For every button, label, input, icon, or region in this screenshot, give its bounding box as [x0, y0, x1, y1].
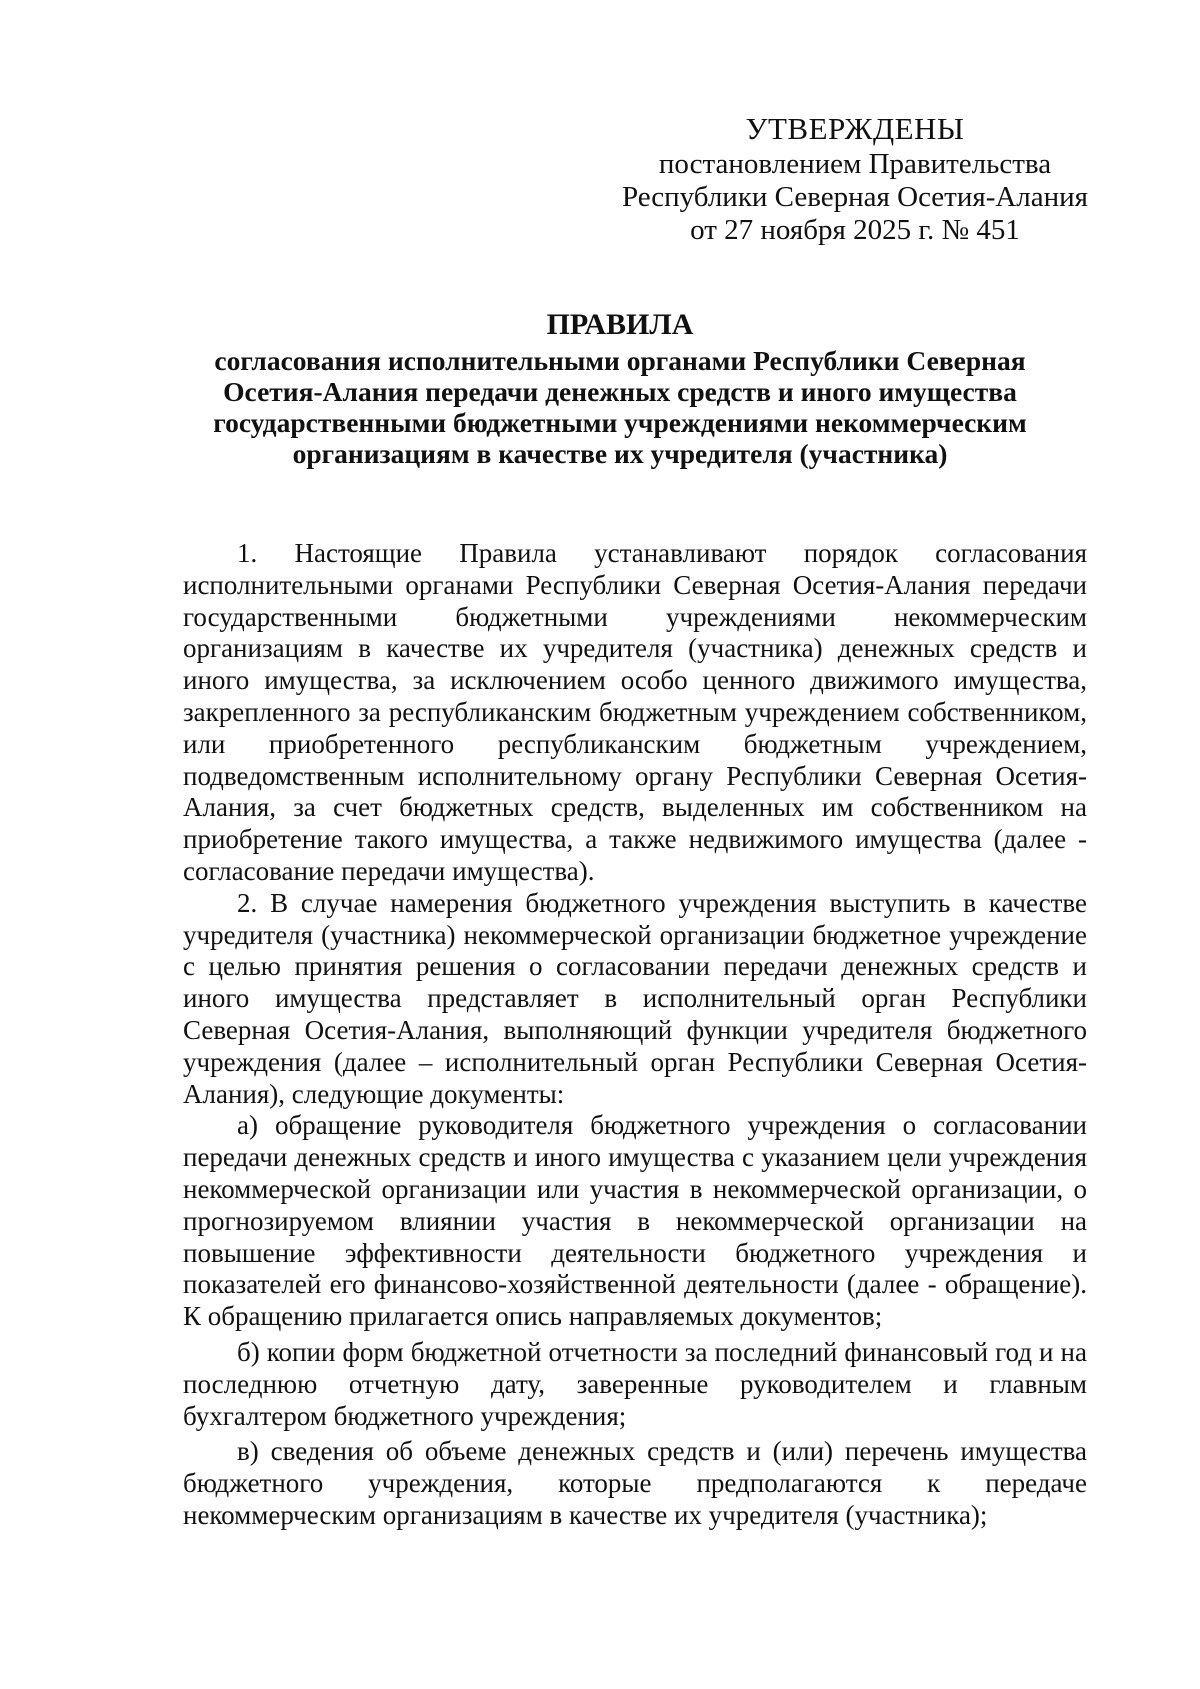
paragraph-2: 2. В случае намерения бюджетного учреждения выступить в качестве учредителя (участника) некоммерческой организации бюджетное учреждение с целью принятия решения о согласовании передачи денежных средств и иного имущества представляет в исполнительный орган Республики Северная Осетия-Алания, выполняющий функции учредителя бюджетного учреждения (далее – исполнительный орган Республики Северная Осетия-Алания), следующие документы: — [183, 887, 1087, 1109]
approval-line-2: Республики Северная Осетия-Алания — [621, 181, 1089, 213]
document-title: ПРАВИЛА — [546, 308, 694, 341]
paragraph-2b: б) копии форм бюджетной отчетности за последний финансовый год и на последнюю отчетную дату, заверенные руководителем и главным бухгалтером бюджетного учреждения; — [183, 1336, 1087, 1431]
paragraph-2a: а) обращение руководителя бюджетного учреждения о согласовании передачи денежных средств и иного имущества с указанием цели учреждения некоммерческой организации или участия в некоммерческой организации, о прогнозируемом влиянии участия в некоммерческой организации на повышение эффективности деятельности бюджетного учреждения и показателей его финансово-хозяйственной деятельности (далее - обращение). К обращению прилагается опись направляемых документов; — [183, 1110, 1087, 1332]
document-body — [183, 538, 1087, 1532]
paragraph-2v: в) сведения об объеме денежных средств и (или) перечень имущества бюджетного учреждения, которые предполагаются к передаче некоммерческим организациям в качестве их учредителя (участника); — [183, 1436, 1087, 1530]
approval-stamp — [620, 112, 1090, 247]
approval-heading: УТВЕРЖДЕНЫ — [745, 111, 965, 146]
approval-line-3: от 27 ноября 2025 г. № 451 — [690, 214, 1020, 246]
document-title-block — [185, 307, 1055, 469]
approval-line-1: постановлением Правительства — [658, 148, 1052, 180]
paragraph-1: 1. Настоящие Правила устанавливают порядок согласования исполнительными органами Республики Северная Осетия-Алания передачи государственными бюджетными учреждениями некоммерческим организациям в качестве их учредителя (участника) денежных средств и иного имущества, за исключением особо ценного движимого имущества, закрепленного за республиканским бюджетным учреждением собственником, или приобретенного республиканским бюджетным учреждением, подведомственным исполнительному органу Республики Северная Осетия-Алания, за счет бюджетных средств, выделенных им собственником на приобретение такого имущества, а также недвижимого имущества (далее - согласование передачи имущества). — [183, 538, 1087, 886]
document-subtitle: согласования исполнительными органами Республики Северная Осетия-Алания передачи денежных средств и иного имущества государственными бюджетными учреждениями некоммерческим организациям в качестве их учредителя (участника) — [213, 345, 1027, 469]
